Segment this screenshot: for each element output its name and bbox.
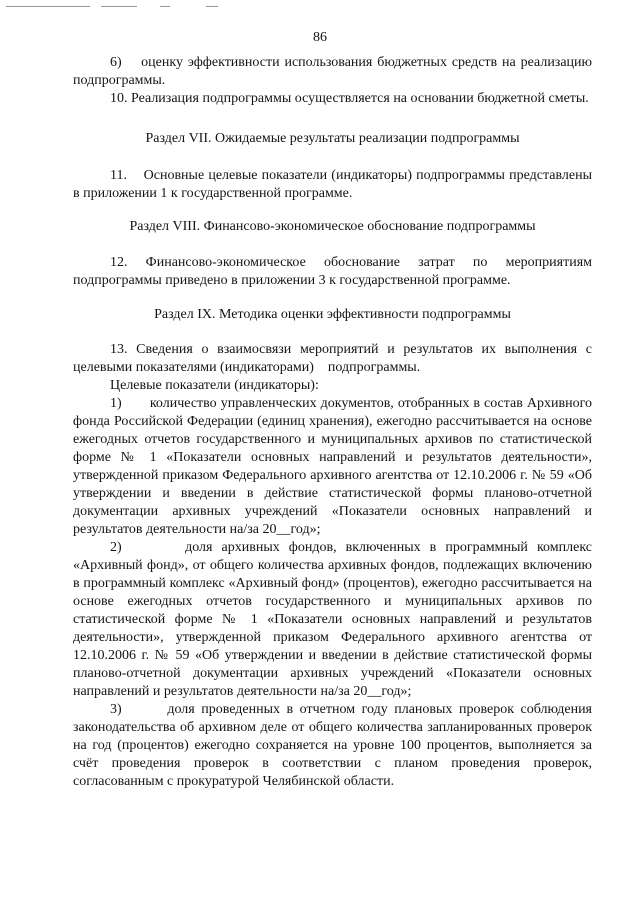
target-indicators-intro: Целевые показатели (индикаторы): xyxy=(110,378,319,393)
section-heading-7: Раздел VII. Ожидаемые результаты реализации подпрограммы xyxy=(145,131,520,146)
scan-artifact-lines xyxy=(0,6,640,10)
document-body xyxy=(73,54,592,791)
paragraph-6: 6) оценку эффективности использования бюджетных средств на реализацию подпрограммы. xyxy=(73,55,592,88)
section-heading-9: Раздел IX. Методика оценки эффективности подпрограммы xyxy=(154,307,511,322)
paragraph-10: 10. Реализация подпрограммы осуществляется на основании бюджетной сметы. xyxy=(110,91,589,106)
paragraph-11: 11. Основные целевые показатели (индикаторы) подпрограммы представлены в приложении 1 к государственной программе. xyxy=(73,168,592,201)
paragraph-13: 13. Сведения о взаимосвязи мероприятий и результатов их выполнения с целевыми показателями (индикаторами) подпрограммы. xyxy=(73,342,592,375)
paragraph-12: 12. Финансово-экономическое обоснование затрат по мероприятиям подпрограммы приведено в приложении 3 к государственной программе. xyxy=(73,255,592,288)
list-item-1: 1) количество управленческих документов, отобранных в состав Архивного фонда Российской Федерации (единиц хранения), ежегодно рассчитывается на основе ежегодных отчетов государственного и муниципальных архивов по статистической форме № 1 «Показатели основных направлений и результатов деятельности», утвержденной приказом Федерального архивного агентства от 12.10.2006 г. № 59 «Об утверждении и введении в действие статистической формы планово-отчетной документации архивных учреждений «Показатели основных направлений и результатов деятельности на/за 20__год»; xyxy=(73,396,592,537)
section-heading-8: Раздел VIII. Финансово-экономическое обоснование подпрограммы xyxy=(129,219,536,234)
list-item-2: 2) доля архивных фондов, включенных в программный комплекс «Архивный фонд», от общего количества архивных фондов, подлежащих включению в программный комплекс «Архивный фонд» (процентов), ежегодно рассчитывается на основе ежегодных отчетов государственного и муниципальных архивов по статистической форме № 1 «Показатели основных направлений и результатов деятельности», утвержденной приказом Федерального архивного агентства от 12.10.2006 г. № 59 «Об утверждении и введении в действие статистической формы планово-отчетной документации архивных учреждений «Показатели основных направлений и результатов деятельности на/за 20__год»; xyxy=(73,540,592,699)
list-item-3: 3) доля проведенных в отчетном году плановых проверок соблюдения законодательства об архивном деле от общего количества запланированных проверок на год (процентов) ежегодно сохраняется на уровне 100 процентов, выполняется за счёт проведения проверок в соответствии с планом проведения проверок, согласованным с прокуратурой Челябинской области. xyxy=(73,702,592,789)
page-number: 86 xyxy=(313,30,327,45)
